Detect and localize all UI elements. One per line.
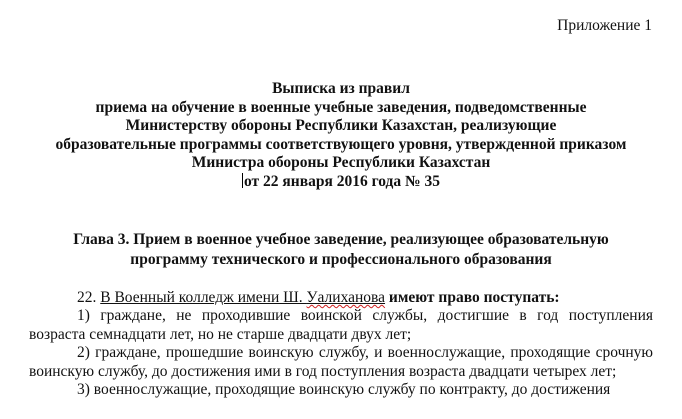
- clause-item: 1) граждане, не проходившие воинской службы, достигшие в год поступления возраста семнадцати лет, но не старше двадцати двух лет;: [29, 307, 653, 343]
- title-line: приема на обучение в военные учебные заведения, подведомственные: [95, 98, 587, 116]
- title-line: Выписка из правил: [272, 80, 410, 97]
- chapter-line: Глава 3. Прием в военное учебное заведение, реализующее образовательную: [73, 231, 609, 248]
- document-body[interactable]: [29, 289, 653, 399]
- document-title: [0, 80, 682, 192]
- clause-item: 2) граждане, прошедшие воинскую службу, и военнослужащие, проходящие срочную воинскую службу, до достижения ими в год поступления возраста двадцати четырех лет;: [29, 344, 653, 380]
- clause-heading: [29, 289, 653, 307]
- title-line: образовательные программы соответствующего уровня, утвержденной приказом: [55, 135, 627, 153]
- clause-right-text: имеют право поступать:: [385, 289, 560, 306]
- chapter-heading: [0, 230, 682, 270]
- college-prefix: В Военный колледж имени Ш.: [100, 289, 307, 306]
- chapter-line: программу технического и профессионального образования: [130, 251, 552, 268]
- title-line-with-cursor[interactable]: [0, 173, 682, 192]
- clause-number: 22.: [77, 289, 97, 306]
- text-cursor: [242, 173, 243, 188]
- appendix-label: Приложение 1: [557, 17, 652, 34]
- title-line: от 22 января 2016 года № 35: [244, 172, 440, 190]
- misspelled-word: Уалиханова: [306, 289, 386, 306]
- title-line: Министерству обороны Республики Казахстан, реализующие: [125, 117, 557, 135]
- college-link-text: [100, 289, 385, 306]
- title-line: Министра обороны Республики Казахстан: [191, 154, 491, 172]
- clause-item: 3) военнослужащие, проходящие воинскую службу по контракту, до достижения: [77, 381, 611, 399]
